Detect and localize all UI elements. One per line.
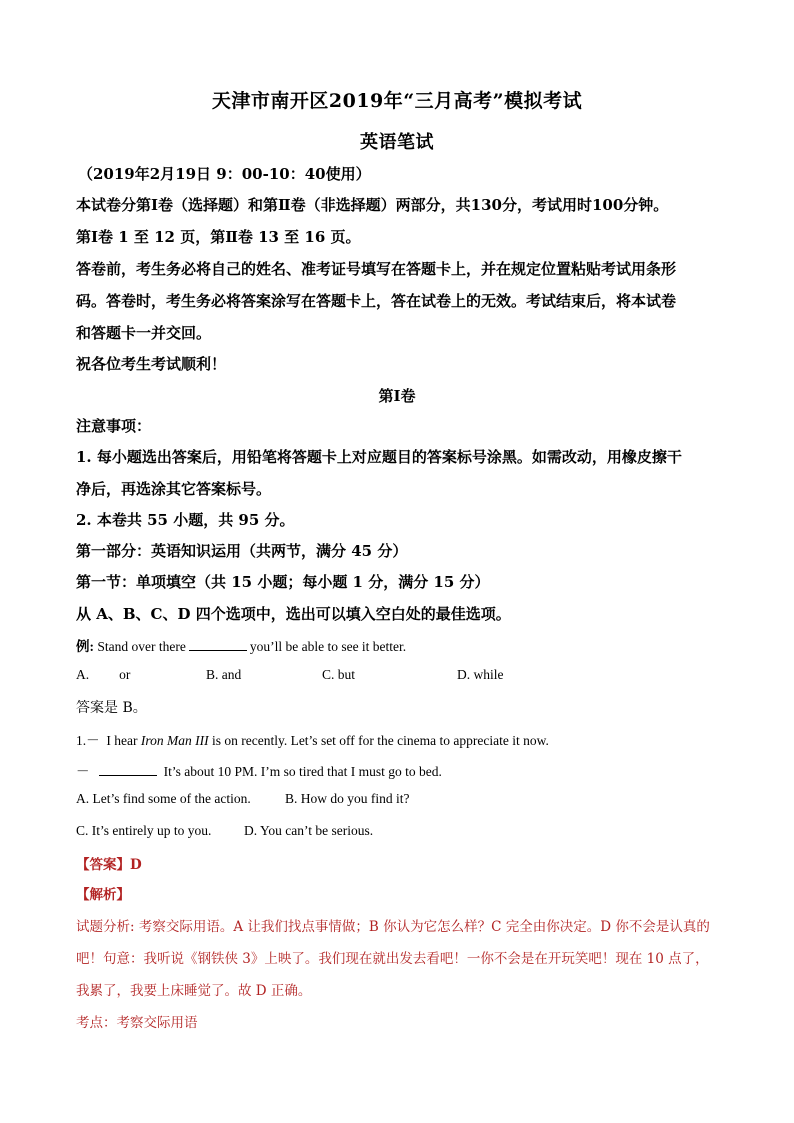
point-line: 考点：考察交际用语 bbox=[76, 1015, 198, 1031]
analysis-line-3: 我累了，我要上床睡觉了。故 D 正确。 bbox=[76, 983, 312, 999]
answer-label: 【答案】D bbox=[76, 857, 142, 873]
example-stem bbox=[76, 635, 406, 655]
example-label: 例: bbox=[76, 639, 94, 654]
question-1-line-1: 1.－ I hear Iron Man III is on recently. Let’s set off for the cinema to appreciate it now. bbox=[76, 733, 549, 748]
exam-title: 天津市南开区2019年“三月高考”模拟考试 bbox=[211, 90, 583, 112]
analysis-line-2: 吧！句意：我听说《钢铁侠 3》上映了。我们现在就出发去看吧！一你不会是在开玩笑吧！现在 10 点了， bbox=[76, 951, 709, 967]
intro-line-6: 祝各位考生考试顺利！ bbox=[76, 355, 227, 373]
example-stem-a: Stand over there bbox=[97, 639, 186, 654]
analysis-line-1: 试题分析: 考察交际用语。A 让我们找点事情做；B 你认为它怎么样？C 完全由你决定。D 你不会是认真的 bbox=[76, 919, 710, 935]
volume-heading: 第Ⅰ卷 bbox=[378, 387, 416, 405]
question-1-option-c: C. It’s entirely up to you. bbox=[76, 823, 212, 838]
question-1-line-2: － It’s about 10 PM. I’m so tired that I must go to bed. bbox=[76, 764, 442, 779]
section-1-heading: 第一节：单项填空（共 15 小题；每小题 1 分，满分 15 分） bbox=[76, 573, 490, 591]
question-1-option-d: D. You can’t be serious. bbox=[244, 823, 374, 838]
example-option-c: C. but bbox=[322, 667, 356, 682]
question-1-option-b: B. How do you find it? bbox=[285, 791, 410, 806]
example-option-a: A. or bbox=[76, 667, 131, 682]
part-1-heading: 第一部分：英语知识运用（共两节，满分 45 分） bbox=[76, 542, 408, 560]
instruction-line: 从 A、B、C、D 四个选项中，选出可以填入空白处的最佳选项。 bbox=[76, 605, 511, 623]
example-stem-b: you’ll be able to see it better. bbox=[249, 639, 407, 654]
intro-line-1: 本试卷分第Ⅰ卷（选择题）和第Ⅱ卷（非选择题）两部分，共130分，考试用时100分钟。 bbox=[76, 196, 669, 214]
intro-line-2: 第Ⅰ卷 1 至 12 页，第Ⅱ卷 13 至 16 页。 bbox=[76, 228, 361, 246]
example-answer: 答案是 B。 bbox=[76, 700, 147, 716]
example-option-d: D. while bbox=[457, 667, 504, 682]
notes-heading: 注意事项： bbox=[76, 417, 152, 435]
question-number: 1.－ bbox=[76, 733, 100, 748]
intro-line-3: 答卷前，考生务必将自己的姓名、准考证号填写在答题卡上，并在规定位置粘贴考试用条形 bbox=[76, 260, 677, 278]
note-1a: 1. 每小题选出答案后，用铅笔将答题卡上对应题目的答案标号涂黑。如需改动，用橡皮擦干 bbox=[76, 448, 682, 466]
movie-title: Iron Man III bbox=[140, 733, 209, 748]
answer-blank bbox=[189, 638, 247, 651]
exam-subtitle: 英语笔试 bbox=[360, 132, 434, 153]
analysis-label: 【解析】 bbox=[76, 887, 130, 903]
note-2: 2. 本卷共 55 小题，共 95 分。 bbox=[76, 511, 295, 529]
example-option-b: B. and bbox=[206, 667, 242, 682]
intro-line-4: 码。答卷时，考生务必将答案涂写在答题卡上，答在试卷上的无效。考试结束后，将本试卷 bbox=[76, 292, 677, 310]
question-1-option-a: A. Let’s find some of the action. bbox=[76, 791, 251, 806]
intro-line-5: 和答题卡一并交回。 bbox=[76, 324, 212, 342]
question-blank bbox=[99, 763, 157, 776]
date-line: （2019年2月19日 9：00-10：40使用） bbox=[78, 165, 371, 183]
note-1b: 净后，再选涂其它答案标号。 bbox=[76, 480, 272, 498]
